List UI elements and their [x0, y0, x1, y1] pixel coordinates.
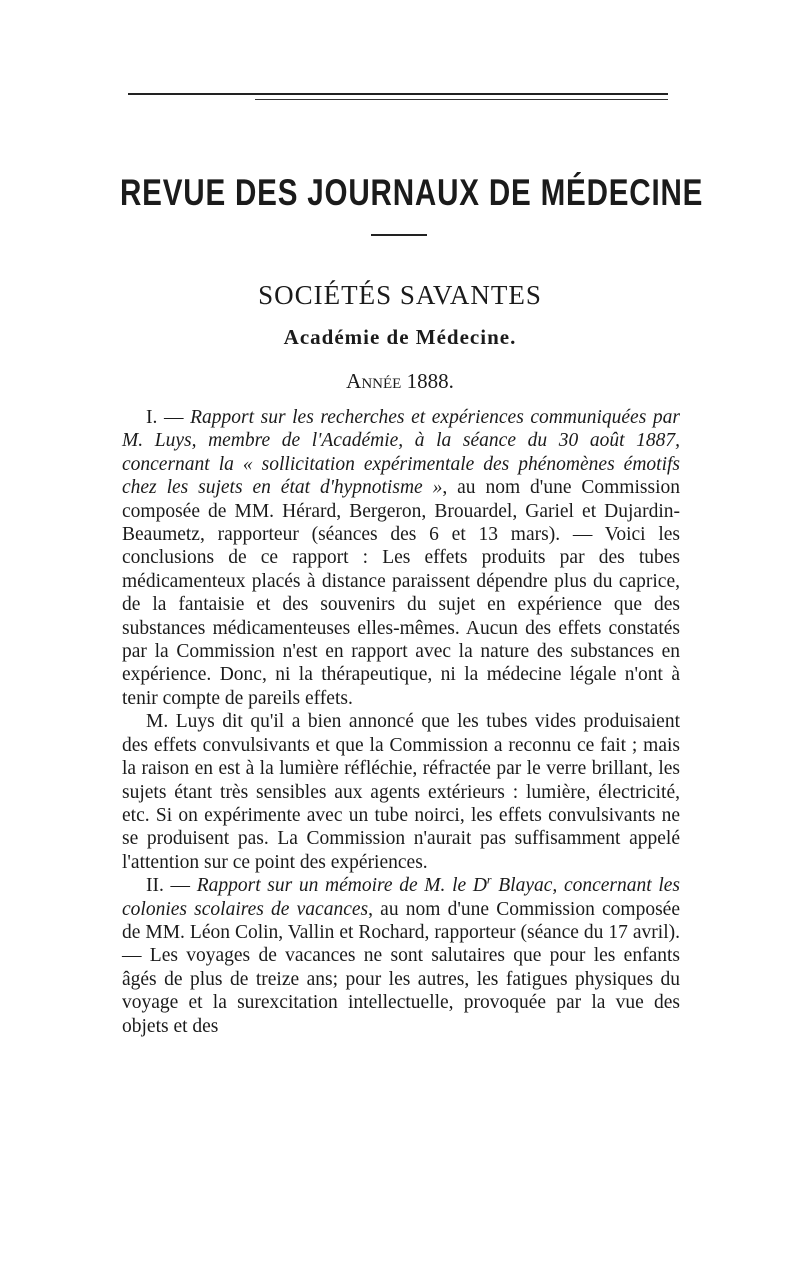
paragraph-3-number: II. —	[146, 875, 197, 897]
paragraph-2-text: M. Luys dit qu'il a bien annoncé que les tubes vides produisaient des effets convulsivants et que la Commission a reconnu ce fait ; mais la raison en est à la lumière réfléchie, réfractée par le verre brillant, les sujets étant très sensibles aux agents extérieurs : lumière, électricité, etc. Si on expérimente avec un tube noirci, les effets convulsivants ne se produisent pas. La Commission n'aurait pas suffisamment appelé l'attention sur ce point des expériences.	[122, 711, 680, 873]
paragraph-3-text: , au nom d'une Commission composée de MM. Léon Colin, Vallin et Rochard, rapporteur (séance du 17 avril). — Les voyages de vacances ne sont salutaires que pour les enfants âgés de plus de treize ans; pour les autres, les fatigues physiques du voyage et la surexcitation intellectuelle, provoquée par la vue des objets et des	[122, 898, 680, 1037]
paragraph-2	[122, 710, 680, 874]
paragraph-1	[122, 406, 680, 710]
society-heading: Académie de Médecine.	[283, 325, 517, 349]
top-rule	[128, 93, 668, 95]
year-label-initial: A	[346, 369, 362, 393]
top-rule-thin	[255, 99, 668, 100]
paragraph-3-sup: r	[486, 872, 492, 887]
year-label-rest: NNÉE	[361, 376, 402, 392]
title-divider	[371, 234, 427, 236]
paragraph-3-title-a: Rapport sur un mémoire de M. le D	[196, 875, 487, 897]
year-heading	[0, 369, 800, 394]
section-title: SOCIÉTÉS SAVANTES	[258, 280, 542, 310]
paragraph-1-title: Rapport sur les recherches et expériences communiquées par M. Luys, membre de l'Académie, à la séance du 30 août 1887, concernant la « sollicitation expérimentale des phénomènes émotifs chez les sujets en état d'hypnotisme »	[122, 407, 680, 499]
paragraph-1-text: , au nom d'une Commission composée de MM. Hérard, Bergeron, Brouardel, Gariel et Dujardin-Beaumetz, rapporteur (séances des 6 et 13 mars). — Voici les conclusions de ce rapport : Les effets produits par des tubes médicamenteux placés à distance paraissent dépendre plus du caprice, de la fantaisie et des souvenirs du sujet en expérience que des substances médicamenteuses elles-mêmes. Aucun des effets constatés par la Commission n'est en rapport avec la nature des substances en expérience. Donc, ni la thérapeutique, ni la médecine légale n'ont à tenir compte de pareils effets.	[122, 477, 680, 709]
journal-title: REVUE DES JOURNAUX DE MÉDECINE	[120, 172, 704, 213]
paragraph-3	[122, 874, 680, 1038]
year-value: 1888.	[406, 369, 454, 393]
article-body	[122, 406, 680, 1038]
paragraph-3-title-b: Blayac, concernant les colonies scolaires de vacances	[122, 875, 680, 920]
paragraph-1-number: I. —	[146, 407, 191, 428]
